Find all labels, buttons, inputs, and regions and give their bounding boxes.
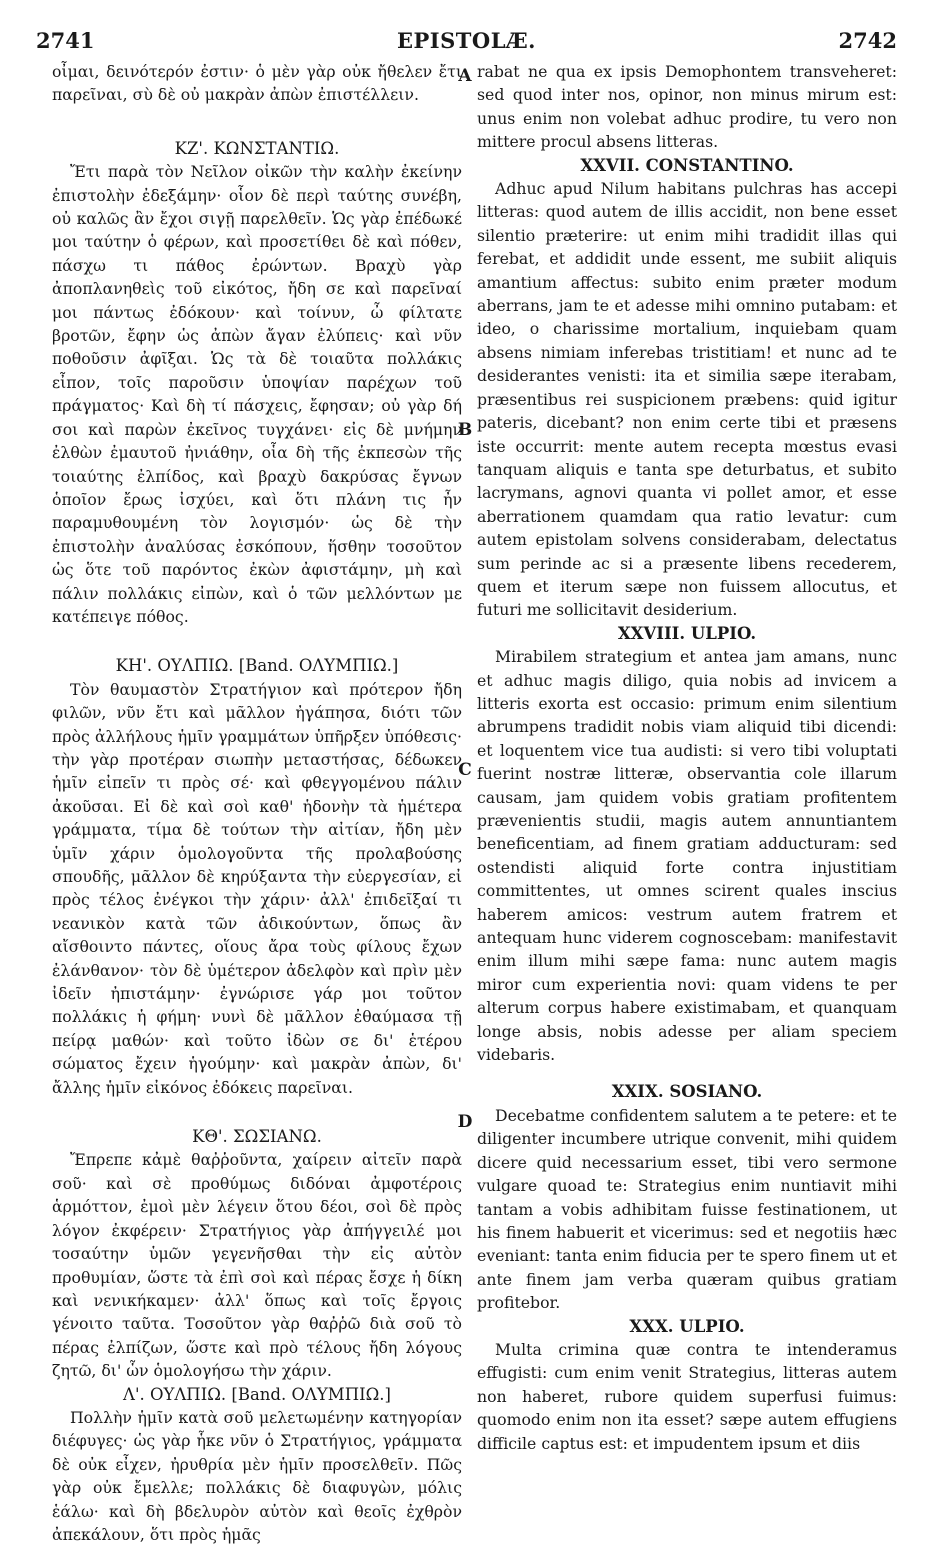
greek-letter-29-text: Ἔπρεπε κἀμὲ θαῤῥοῦντα, χαίρειν αἰτεῖν παρὰ σοῦ· καὶ σὲ προθύμως διδόναι ἀμφοτέροις ἁρμόττον, ἐμοὶ μὲν λέγειν ὅτου δέοι, σοὶ δὲ πρὸς λόγον ἐκφέρειν· Στρατήγιος γὰρ ἀπήγγειλέ μοι τοσαύτην ὑμῶν γεγενῆσθαι τὴν εἰς αὐτὸν προθυμίαν, ὥστε τὰ ἐπὶ σοὶ καὶ πέρας ἔσχε ἡ δίκη καὶ νενικήκαμεν· ἀλλ' ὅπως καὶ τοῖς ἔργοις γένοιτο ταῦτα. Τοσοῦτον γὰρ θαῤῥῶ διὰ σοῦ τὸ πέρας ἐλπίζων, ὥστε καὶ πρὸ τέλους ἤδη λόγους ζητῶ, δι' ὧν ὁμολογήσω τὴν χάριν. xyxy=(52,1150,462,1381)
latin-opening-text: rabat ne qua ex ipsis Demophontem transveheret: sed quod inter nos, opinor, non minus mirum est: unus enim non volebat adhuc prodire, tu vero non mittere procul absens litteras. xyxy=(477,62,897,152)
latin-letter-29-text: Decebatme confidentem salutem a te petere: et te diligenter incumbere utrique convenit, mihi quidem dicere quid necessarium esset, tibi vero sermone vulgare quoad te: Strategius enim nuntiavit mihi tantam a vobis adhibitam fuisse festinationem, ut his finem habuerit et vicerimus: sed et negotiis hæc eveniant: tanta enim fiducia per te spero finem ut et ante finem jam verba quæram quibus gratiam profitebor. xyxy=(477,1105,897,1313)
greek-opening-text: οἶμαι, δεινότερόν ἐστιν· ὁ μὲν γὰρ οὐκ ἤθελεν ἔτι παρεῖναι, σὺ δὲ οὐ μακρὰν ἀπὼν ἐπιστέλλειν. xyxy=(52,62,462,105)
greek-letter-29-title: ΚΘ'. ΣΩΣΙΑΝΩ. xyxy=(192,1127,322,1147)
latin-letter-29-title: XXIX. SOSIANO. xyxy=(611,1082,763,1102)
greek-letter-30-title: Λ'. ΟΥΛΠΙΩ. [Band. ΟΛΥΜΠΙΩ.] xyxy=(123,1384,391,1404)
greek-letter-27-title: ΚΖ'. ΚΩΝΣΤΑΝΤΙΩ. xyxy=(174,138,340,158)
latin-column xyxy=(477,60,897,1455)
latin-letter-27-title: XXVII. CONSTANTINO. xyxy=(580,155,794,175)
margin-letter-d: D xyxy=(457,1112,473,1132)
margin-letter-a: A xyxy=(458,66,472,86)
greek-letter-28-title: ΚΗ'. ΟΥΛΠΙΩ. [Band. ΟΛΥΜΠΙΩ.] xyxy=(115,656,399,676)
latin-letter-28-title: XXVIII. ULPIO. xyxy=(617,623,757,643)
latin-letter-30-text: Multa crimina quæ contra te intenderamus effugisti: cum enim venit Strategius, litteras autem non haberet, rubore quidem superfusi fuimus: quomodo enim non ita esset? sæpe autem effugiens difficile captus est: et impudentem ipsum et diis xyxy=(477,1339,897,1453)
latin-letter-28-text: Mirabilem strategium et antea jam amans, nunc et adhuc magis diligo, quia nobis ad invicem a litteris exorta est occasio: primum enim silentium abrumpens tradidit nobis viam aliquid tibi dicendi: et loquentem vice tua audisti: si vero tibi voluptati fuerint nostræ litteræ, observantia cole illarum causam, jam quidem vobis gratiam profitentem prævenientis studii, magis autem annuntiantem beneficentiam, ad finem gratiam adducturam: sed ostendisti aliquid forte contra injustitiam committentes, ut omnes scirent quales inscius haberem amicos: vestrum autem fratrem et antequam hunc viderem cognoscebam: manifestavit enim illum mihi sæpe fama: nunc autem magis miror cum experientia novi: quam videns te per alterum corpus habere existimabam, et quanquam longe absis, nobis adesse per aliam speciem videbaris. xyxy=(477,647,897,1065)
page-number-right: 2742 xyxy=(838,28,897,53)
greek-letter-28-text: Τὸν θαυμαστὸν Στρατήγιον καὶ πρότερον ἤδη φιλῶν, νῦν ἔτι καὶ μᾶλλον ἠγάπησα, διότι τῶν πρὸς ἀλλήλους ἡμῖν γραμμάτων ὑπῆρξεν ὑπόθεσις· τὴν γὰρ προτέραν σιωπὴν μεταστήσας, δέδωκεν ἡμῖν εἰπεῖν τι πρὸς σέ· καὶ φθεγγομένου πάλιν ἀκοῦσαι. Εἰ δὲ καὶ σοὶ καθ' ἡδονὴν τὰ ἡμέτερα γράμματα, τίμα δὲ τούτων τὴν αἰτίαν, ἤδη μὲν ὑμῖν χάριν ὁμολογοῦντα τῆς προλαβούσης σπουδῆς, μᾶλλον δὲ κηρύξαντα τὴν εὐεργεσίαν, εἰ πρὸς τέλος ἐνέγκοι τὴν χάριν· ἀλλ' ἐπιδεῖξαί τι νεανικὸν κατὰ τῶν ἀδικούντων, ὅπως ἂν αἴσθοιντο πάντες, οἵους ἄρα τοὺς φίλους ἔχων ἐλάνθανον· τὸν δὲ ὑμέτερον ἀδελφὸν καὶ πρὶν μὲν ἰδεῖν ἠπιστάμην· ἐγνώρισε γάρ μοι τοῦτον πολλάκις ἡ φήμη· νυνὶ δὲ μᾶλλον ἐθαύμασα τῇ πείρᾳ μαθών· καὶ τοῦτο ἰδὼν σε δι' ἑτέρου σώματος ἔχειν ἡγούμην· καὶ μακρὰν ἀπὼν, δι' ἄλλης ἡμῖν εἰκόνος ἐδόκεις παρεῖναι. xyxy=(52,679,462,1097)
running-title: EPISTOLÆ. xyxy=(396,28,536,53)
margin-letter-b: B xyxy=(457,420,473,440)
page-header xyxy=(36,28,897,62)
latin-letter-30-title: XXX. ULPIO. xyxy=(629,1316,745,1336)
latin-letter-27-text: Adhuc apud Nilum habitans pulchras has accepi litteras: quod autem de illis accidit, non bene esset silentio præterire: ut enim mihi tradidit illas qui ferebat, et addidit unde essent, me subiit aliquis amantium affectus: subito enim præter modum aberrans, jam te et adesse mihi omnino putabam: et ideo, o charissime mortalium, inquiebam quam absens nimiam inferebas tristitiam! et nunc ad te desiderantes venisti: ita et similia sæpe iterabam, præsentibus rei suspicionem præbens: quid igitur pateris, dicebant? non enim certe tibi et præsens iste occurrit: mente autem recepta mœstus evasi tanquam aliquis e tanta spe deturbatus, et subito lacrymans, agnovi quanta vi pollet amor, et esse aberrationem quamdam qua ratio levatur: cum autem epistolam solvens considerabam, delectatus sum perinde ac si a præsente libens recederem, quem et iterum sæpe non fuissem allocutus, et futuri me sollicitavit desiderium. xyxy=(477,179,897,620)
greek-column xyxy=(52,60,462,1546)
page-number-left: 2741 xyxy=(36,28,95,53)
margin-letter-c: C xyxy=(458,760,472,780)
greek-letter-27-text: Ἔτι παρὰ τὸν Νεῖλον οἰκῶν τὴν καλὴν ἐκείνην ἐπιστολὴν ἐδεξάμην· οἷον δὲ περὶ ταύτης συνέβη, οὐ καλῶς ἂν ἔχοι σιγῇ παρελθεῖν. Ὡς γὰρ ἐπέδωκέ μοι ταύτην ὁ φέρων, καὶ προσετίθει δὲ καὶ πόθεν, πάσχω τι πάθος ἐρώντων. Βραχὺ γὰρ ἀποπλανηθεὶς τοῦ εἰκότος, ἤδη σε καὶ παρεῖναί μοι πάντως ἐδόκουν· καὶ τοίνυν, ὦ φίλτατε βροτῶν, ἔφην ὡς ἀπὼν ἄγαν ἐλύπεις· καὶ νῦν ποθοῦσιν ἀφῖξαι. Ὡς τὰ δὲ τοιαῦτα πολλάκις εἶπον, τοῖς παροῦσιν ὑποψίαν παρέχων τοῦ πράγματος· Καὶ δὴ τί πάσχεις, ἔφησαν; οὐ γὰρ δή σοι καὶ παρὼν ἐκεῖνος τυγχάνει· εἰς δὲ μνήμην ἐλθὼν ἐμαυτοῦ ἠνιάθην, οἷα δὴ τῆς ἐκπεσὼν τῆς τοιαύτης ἐλπίδος, καὶ βραχὺ δακρύσας ἔγνων ὁποῖον ἔρως ἰσχύει, καὶ ὅτι πλάνη τις ἦν παραμυθουμένη τὸν λογισμόν· ὡς δὲ τὴν ἐπιστολὴν ἀναλύσας ἐσκόπουν, ἥσθην τοσοῦτον ὡς ὅτε τοῦ παρόντος ἐκὼν ἀφιστάμην, μὴ καὶ πάλιν πολλάκις εἰπὼν, καὶ ὁ τῶν μελλόντων με κατέπειγε πόθος. xyxy=(52,162,462,626)
greek-letter-30-text: Πολλὴν ἡμῖν κατὰ σοῦ μελετωμένην κατηγορίαν διέφυγες· ὡς γὰρ ἧκε νῦν ὁ Στρατήγιος, γράμματα δὲ οὐκ εἶχεν, ἠρυθρία μὲν ἡμῖν προσελθεῖν. Πῶς γὰρ οὐκ ἔμελλε; πολλάκις δὲ διαφυγὼν, μόλις ἑάλω· καὶ δὴ βδελυρὸν αὐτὸν καὶ θεοῖς ἐχθρὸν ἀπεκάλουν, ὅτι πρὸς ἡμᾶς xyxy=(52,1407,462,1544)
